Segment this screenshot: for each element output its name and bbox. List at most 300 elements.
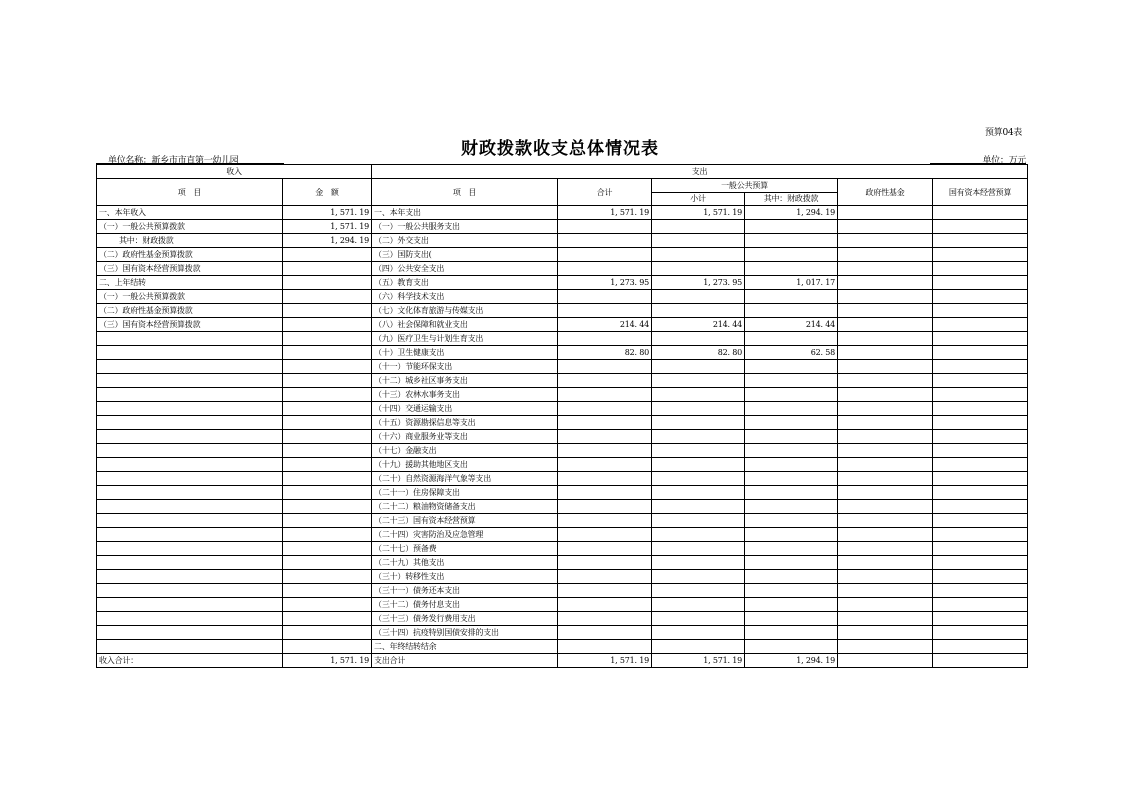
expense-fiscal-cell	[745, 626, 838, 640]
income-item-cell: （二）政府性基金预算拨款	[97, 304, 283, 318]
income-item-cell	[97, 626, 283, 640]
income-item-cell	[97, 444, 283, 458]
state-capital-cell	[933, 262, 1028, 276]
expense-subtotal-cell	[652, 486, 745, 500]
expense-fiscal-cell	[745, 332, 838, 346]
expense-item-cell: （二十）自然资源海洋气象等支出	[372, 472, 558, 486]
state-capital-cell	[933, 542, 1028, 556]
expense-total-cell: 1, 273. 95	[558, 276, 652, 290]
income-amount-cell	[283, 360, 372, 374]
expense-subtotal-cell	[652, 444, 745, 458]
state-capital-cell	[933, 248, 1028, 262]
expense-subtotal-cell	[652, 360, 745, 374]
income-item-cell	[97, 556, 283, 570]
income-amount-cell	[283, 304, 372, 318]
expense-total-cell	[558, 332, 652, 346]
table-row	[97, 626, 1028, 640]
expense-total-cell: 1, 571. 19	[558, 654, 652, 668]
header-state-capital: 国有资本经营预算	[933, 179, 1028, 206]
expense-subtotal-cell	[652, 262, 745, 276]
income-amount-cell	[283, 486, 372, 500]
income-amount-cell	[283, 346, 372, 360]
gov-fund-cell	[838, 360, 933, 374]
income-item-cell	[97, 430, 283, 444]
expense-subtotal-cell: 1, 571. 19	[652, 206, 745, 220]
income-amount-cell	[283, 626, 372, 640]
expense-item-cell: （六）科学技术支出	[372, 290, 558, 304]
expense-total-cell	[558, 486, 652, 500]
expense-subtotal-cell	[652, 332, 745, 346]
table-row	[97, 346, 1028, 360]
income-item-cell: 一、本年收入	[97, 206, 283, 220]
expense-fiscal-cell	[745, 542, 838, 556]
unit-name: 单位名称：新乡市市直第一幼儿园	[108, 156, 239, 166]
income-item-cell	[97, 612, 283, 626]
state-capital-cell	[933, 598, 1028, 612]
gov-fund-cell	[838, 388, 933, 402]
income-item-cell	[97, 458, 283, 472]
gov-fund-cell	[838, 570, 933, 584]
expense-item-cell: （二十三）国有资本经营预算	[372, 514, 558, 528]
income-item-cell: （三）国有资本经营预算拨款	[97, 262, 283, 276]
gov-fund-cell	[838, 500, 933, 514]
expense-total-cell	[558, 430, 652, 444]
expense-subtotal-cell	[652, 556, 745, 570]
income-item-cell	[97, 472, 283, 486]
gov-fund-cell	[838, 626, 933, 640]
expense-item-cell: （三十四）抗疫特别国债安排的支出	[372, 626, 558, 640]
state-capital-cell	[933, 234, 1028, 248]
income-amount-cell	[283, 262, 372, 276]
expense-fiscal-cell: 1, 017. 17	[745, 276, 838, 290]
table-row	[97, 416, 1028, 430]
expense-total-cell	[558, 500, 652, 514]
expense-item-cell: （十一）节能环保支出	[372, 360, 558, 374]
expense-subtotal-cell	[652, 528, 745, 542]
gov-fund-cell	[838, 444, 933, 458]
expense-total-cell	[558, 556, 652, 570]
income-amount-cell	[283, 444, 372, 458]
expense-subtotal-cell	[652, 640, 745, 654]
expense-fiscal-cell	[745, 556, 838, 570]
state-capital-cell	[933, 444, 1028, 458]
expense-item-cell: 支出合计	[372, 654, 558, 668]
expense-fiscal-cell	[745, 360, 838, 374]
income-amount-cell: 1, 571. 19	[283, 654, 372, 668]
income-item-cell	[97, 416, 283, 430]
expense-total-cell	[558, 220, 652, 234]
expense-total-cell	[558, 234, 652, 248]
expense-subtotal-cell	[652, 458, 745, 472]
expense-total-cell	[558, 402, 652, 416]
income-amount-cell	[283, 598, 372, 612]
income-amount-cell	[283, 542, 372, 556]
income-amount-cell	[283, 472, 372, 486]
gov-fund-cell	[838, 332, 933, 346]
state-capital-cell	[933, 374, 1028, 388]
expense-total-cell: 1, 571. 19	[558, 206, 652, 220]
income-item-cell	[97, 500, 283, 514]
income-amount-cell	[283, 570, 372, 584]
table-row	[97, 332, 1028, 346]
income-amount-cell: 1, 294. 19	[283, 234, 372, 248]
expense-fiscal-cell	[745, 444, 838, 458]
expense-fiscal-cell	[745, 374, 838, 388]
income-item-cell	[97, 332, 283, 346]
income-item-cell	[97, 598, 283, 612]
expense-total-cell: 82. 80	[558, 346, 652, 360]
expense-subtotal-cell	[652, 430, 745, 444]
table-row	[97, 584, 1028, 598]
expense-item-cell: （二十四）灾害防治及应急管理	[372, 528, 558, 542]
state-capital-cell	[933, 472, 1028, 486]
gov-fund-cell	[838, 556, 933, 570]
expense-item-cell: （二十二）粮油物资储备支出	[372, 500, 558, 514]
header-row-columns	[97, 179, 1028, 193]
income-item-cell	[97, 542, 283, 556]
income-item-cell: 二、上年结转	[97, 276, 283, 290]
expense-fiscal-cell	[745, 304, 838, 318]
expense-item-cell: （十七）金融支出	[372, 444, 558, 458]
gov-fund-cell	[838, 402, 933, 416]
expense-item-cell: （十）卫生健康支出	[372, 346, 558, 360]
page-title: 财政拨款收支总体情况表	[461, 139, 659, 159]
state-capital-cell	[933, 220, 1028, 234]
expense-total-cell: 214. 44	[558, 318, 652, 332]
expense-item-cell: （十二）城乡社区事务支出	[372, 374, 558, 388]
income-item-cell: 其中：财政拨款	[97, 234, 283, 248]
expense-item-cell: （五）教育支出	[372, 276, 558, 290]
expense-total-cell	[558, 248, 652, 262]
state-capital-cell	[933, 500, 1028, 514]
income-amount-cell	[283, 458, 372, 472]
expense-item-cell: （二十一）住房保障支出	[372, 486, 558, 500]
expense-subtotal-cell	[652, 472, 745, 486]
state-capital-cell	[933, 640, 1028, 654]
income-item-cell	[97, 640, 283, 654]
expense-subtotal-cell	[652, 374, 745, 388]
expense-item-cell: （三十三）债务发行费用支出	[372, 612, 558, 626]
income-amount-cell	[283, 416, 372, 430]
expense-item-cell: （八）社会保障和就业支出	[372, 318, 558, 332]
gov-fund-cell	[838, 416, 933, 430]
expense-subtotal-cell	[652, 290, 745, 304]
budget-table	[96, 164, 1028, 668]
expense-item-cell: （三十）转移性支出	[372, 570, 558, 584]
state-capital-cell	[933, 332, 1028, 346]
gov-fund-cell	[838, 612, 933, 626]
gov-fund-cell	[838, 654, 933, 668]
state-capital-cell	[933, 416, 1028, 430]
expense-fiscal-cell	[745, 458, 838, 472]
expense-subtotal-cell	[652, 598, 745, 612]
expense-subtotal-cell	[652, 514, 745, 528]
gov-fund-cell	[838, 640, 933, 654]
expense-subtotal-cell	[652, 542, 745, 556]
table-row	[97, 654, 1028, 668]
header-income-item: 项 目	[97, 179, 283, 206]
money-unit: 单位：万元	[982, 156, 1026, 166]
header-fiscal: 其中：财政拨款	[745, 193, 838, 206]
income-item-cell: （三）国有资本经营预算拨款	[97, 318, 283, 332]
gov-fund-cell	[838, 472, 933, 486]
income-item-cell	[97, 514, 283, 528]
expense-total-cell	[558, 472, 652, 486]
expense-item-cell: （二十七）预备费	[372, 542, 558, 556]
table-row	[97, 430, 1028, 444]
income-item-cell	[97, 528, 283, 542]
expense-total-cell	[558, 514, 652, 528]
state-capital-cell	[933, 612, 1028, 626]
state-capital-cell	[933, 388, 1028, 402]
expense-item-cell: （十九）援助其他地区支出	[372, 458, 558, 472]
expense-total-cell	[558, 416, 652, 430]
form-code: 预算04表	[985, 128, 1022, 138]
expense-fiscal-cell	[745, 640, 838, 654]
expense-total-cell	[558, 640, 652, 654]
income-item-cell	[97, 346, 283, 360]
income-amount-cell	[283, 514, 372, 528]
expense-fiscal-cell	[745, 486, 838, 500]
gov-fund-cell	[838, 584, 933, 598]
expense-item-cell: （二）外交支出	[372, 234, 558, 248]
table-row	[97, 206, 1028, 220]
expense-fiscal-cell	[745, 500, 838, 514]
table-row	[97, 388, 1028, 402]
table-row	[97, 360, 1028, 374]
gov-fund-cell	[838, 458, 933, 472]
gov-fund-cell	[838, 304, 933, 318]
table-row	[97, 234, 1028, 248]
table-row	[97, 276, 1028, 290]
income-amount-cell: 1, 571. 19	[283, 206, 372, 220]
expense-item-cell: 一、本年支出	[372, 206, 558, 220]
income-item-cell: 收入合计：	[97, 654, 283, 668]
expense-item-cell: （十四）交通运输支出	[372, 402, 558, 416]
expense-total-cell	[558, 598, 652, 612]
income-amount-cell	[283, 402, 372, 416]
income-amount-cell	[283, 374, 372, 388]
expense-subtotal-cell	[652, 248, 745, 262]
state-capital-cell	[933, 626, 1028, 640]
expense-total-cell	[558, 304, 652, 318]
expense-fiscal-cell: 214. 44	[745, 318, 838, 332]
gov-fund-cell	[838, 318, 933, 332]
state-capital-cell	[933, 570, 1028, 584]
header-expense: 支出	[372, 165, 1028, 179]
expense-subtotal-cell: 1, 571. 19	[652, 654, 745, 668]
table-row	[97, 612, 1028, 626]
state-capital-cell	[933, 458, 1028, 472]
expense-subtotal-cell	[652, 220, 745, 234]
expense-subtotal-cell: 82. 80	[652, 346, 745, 360]
state-capital-cell	[933, 304, 1028, 318]
header-expense-item: 项 目	[372, 179, 558, 206]
table-row	[97, 290, 1028, 304]
income-item-cell	[97, 374, 283, 388]
state-capital-cell	[933, 290, 1028, 304]
income-amount-cell: 1, 571. 19	[283, 220, 372, 234]
table-row	[97, 444, 1028, 458]
expense-total-cell	[558, 570, 652, 584]
gov-fund-cell	[838, 346, 933, 360]
expense-fiscal-cell: 62. 58	[745, 346, 838, 360]
gov-fund-cell	[838, 374, 933, 388]
state-capital-cell	[933, 318, 1028, 332]
table-row	[97, 248, 1028, 262]
header-gov-fund: 政府性基金	[838, 179, 933, 206]
expense-total-cell	[558, 542, 652, 556]
income-amount-cell	[283, 556, 372, 570]
income-amount-cell	[283, 332, 372, 346]
table-row	[97, 220, 1028, 234]
header-income: 收入	[97, 165, 372, 179]
state-capital-cell	[933, 528, 1028, 542]
expense-total-cell	[558, 528, 652, 542]
table-row	[97, 528, 1028, 542]
state-capital-cell	[933, 276, 1028, 290]
state-capital-cell	[933, 556, 1028, 570]
gov-fund-cell	[838, 262, 933, 276]
expense-fiscal-cell	[745, 234, 838, 248]
header-general-budget: 一般公共预算	[652, 179, 838, 193]
expense-total-cell	[558, 388, 652, 402]
state-capital-cell	[933, 206, 1028, 220]
table-row	[97, 570, 1028, 584]
expense-fiscal-cell	[745, 472, 838, 486]
gov-fund-cell	[838, 248, 933, 262]
table-row	[97, 458, 1028, 472]
expense-total-cell	[558, 360, 652, 374]
state-capital-cell	[933, 360, 1028, 374]
table-row	[97, 556, 1028, 570]
expense-total-cell	[558, 626, 652, 640]
expense-fiscal-cell	[745, 612, 838, 626]
expense-subtotal-cell	[652, 570, 745, 584]
expense-item-cell: 二、年终结转结余	[372, 640, 558, 654]
income-item-cell	[97, 486, 283, 500]
expense-total-cell	[558, 458, 652, 472]
expense-item-cell: （九）医疗卫生与计划生育支出	[372, 332, 558, 346]
expense-fiscal-cell: 1, 294. 19	[745, 206, 838, 220]
expense-total-cell	[558, 374, 652, 388]
expense-fiscal-cell	[745, 584, 838, 598]
expense-subtotal-cell	[652, 626, 745, 640]
expense-item-cell: （三）国防支出(	[372, 248, 558, 262]
expense-total-cell	[558, 262, 652, 276]
table-row	[97, 262, 1028, 276]
expense-item-cell: （三十二）债务付息支出	[372, 598, 558, 612]
state-capital-cell	[933, 584, 1028, 598]
income-item-cell: （二）政府性基金预算拨款	[97, 248, 283, 262]
income-amount-cell	[283, 430, 372, 444]
header-subtotal: 小计	[652, 193, 745, 206]
expense-total-cell	[558, 444, 652, 458]
expense-fiscal-cell	[745, 402, 838, 416]
income-item-cell	[97, 570, 283, 584]
expense-fiscal-cell	[745, 598, 838, 612]
gov-fund-cell	[838, 276, 933, 290]
gov-fund-cell	[838, 206, 933, 220]
expense-total-cell	[558, 290, 652, 304]
table-row	[97, 640, 1028, 654]
expense-subtotal-cell	[652, 584, 745, 598]
header-row-groups	[97, 165, 1028, 179]
expense-subtotal-cell: 1, 273. 95	[652, 276, 745, 290]
expense-item-cell: （二十九）其他支出	[372, 556, 558, 570]
expense-fiscal-cell	[745, 262, 838, 276]
gov-fund-cell	[838, 486, 933, 500]
state-capital-cell	[933, 430, 1028, 444]
income-item-cell	[97, 360, 283, 374]
expense-total-cell	[558, 584, 652, 598]
income-amount-cell	[283, 276, 372, 290]
header-total: 合计	[558, 179, 652, 206]
expense-fiscal-cell	[745, 248, 838, 262]
state-capital-cell	[933, 486, 1028, 500]
expense-total-cell	[558, 612, 652, 626]
expense-item-cell: （七）文化体育旅游与传媒支出	[372, 304, 558, 318]
expense-subtotal-cell	[652, 388, 745, 402]
header-income-amount: 金 额	[283, 179, 372, 206]
state-capital-cell	[933, 346, 1028, 360]
expense-fiscal-cell	[745, 416, 838, 430]
expense-fiscal-cell	[745, 220, 838, 234]
gov-fund-cell	[838, 430, 933, 444]
state-capital-cell	[933, 654, 1028, 668]
state-capital-cell	[933, 402, 1028, 416]
gov-fund-cell	[838, 598, 933, 612]
gov-fund-cell	[838, 542, 933, 556]
expense-item-cell: （一）一般公共服务支出	[372, 220, 558, 234]
expense-fiscal-cell: 1, 294. 19	[745, 654, 838, 668]
table-row	[97, 304, 1028, 318]
income-amount-cell	[283, 640, 372, 654]
gov-fund-cell	[838, 234, 933, 248]
gov-fund-cell	[838, 528, 933, 542]
expense-subtotal-cell	[652, 402, 745, 416]
expense-subtotal-cell	[652, 234, 745, 248]
table-row	[97, 542, 1028, 556]
income-item-cell: （一）一般公共预算拨款	[97, 220, 283, 234]
expense-fiscal-cell	[745, 514, 838, 528]
state-capital-cell	[933, 514, 1028, 528]
expense-item-cell: （四）公共安全支出	[372, 262, 558, 276]
expense-fiscal-cell	[745, 528, 838, 542]
expense-subtotal-cell	[652, 416, 745, 430]
income-amount-cell	[283, 584, 372, 598]
table-row	[97, 472, 1028, 486]
income-item-cell	[97, 584, 283, 598]
income-amount-cell	[283, 612, 372, 626]
income-amount-cell	[283, 290, 372, 304]
expense-fiscal-cell	[745, 290, 838, 304]
income-item-cell	[97, 402, 283, 416]
expense-fiscal-cell	[745, 430, 838, 444]
expense-item-cell: （三十一）债务还本支出	[372, 584, 558, 598]
income-amount-cell	[283, 388, 372, 402]
income-item-cell: （一）一般公共预算拨款	[97, 290, 283, 304]
expense-subtotal-cell	[652, 304, 745, 318]
table-row	[97, 500, 1028, 514]
gov-fund-cell	[838, 290, 933, 304]
income-item-cell	[97, 388, 283, 402]
expense-item-cell: （十五）资源勘探信息等支出	[372, 416, 558, 430]
table-row	[97, 402, 1028, 416]
table-row	[97, 486, 1028, 500]
table-row	[97, 318, 1028, 332]
expense-subtotal-cell: 214. 44	[652, 318, 745, 332]
